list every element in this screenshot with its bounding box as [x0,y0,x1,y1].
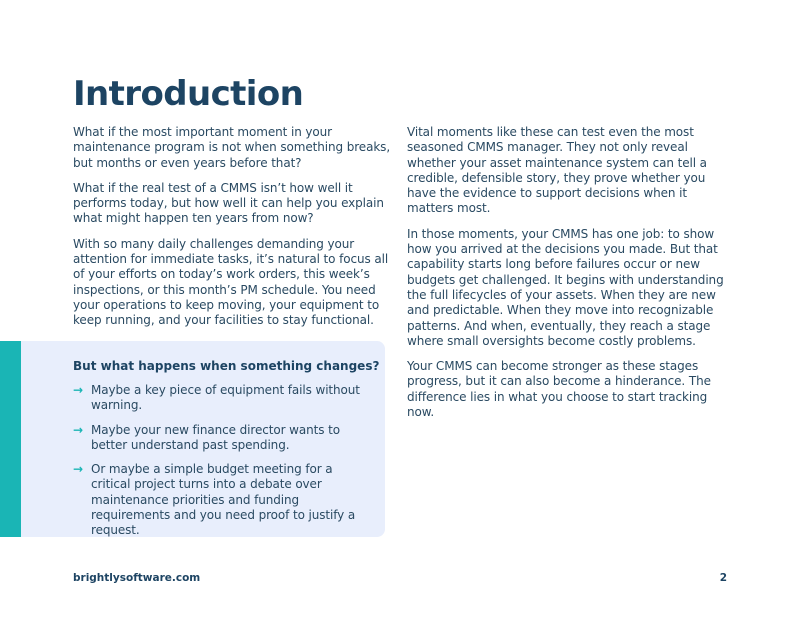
left-column [73,125,395,339]
list-item-text: Maybe a key piece of equipment fails without warning. [91,383,360,413]
list-item [73,383,373,414]
list-item-text: Or maybe a simple budget meeting for a critical project turns into a debate over maintenance priorities and funding requirements and you need proof to justify a request. [91,462,356,538]
list-item [73,462,373,538]
right-column [407,125,727,430]
arrow-right-icon: → [73,383,83,397]
page-title: Introduction [73,74,304,114]
callout-heading: But what happens when something changes? [73,359,380,373]
body-paragraph-2: In those moments, your CMMS has one job: to show how you arrived at the decisions you made. But that capability starts long before failures occur or new budgets get challenged. It begins with understanding the full lifecycles of your assets. When they are new and predictable. When they move into recognizable patterns. And when, eventually, they reach a stage where small oversights become costly problems. [407,226,724,348]
body-paragraph-3: Your CMMS can become stronger as these stages progress, but it can also become a hinderance. The difference lies in what you choose to start tracking now. [407,359,711,420]
callout-box [21,341,385,537]
intro-paragraph-3: With so many daily challenges demanding your attention for immediate tasks, it’s natural to focus all of your efforts on today’s work orders, this week’s inspections, or this month’s PM schedule. You need your operations to keep moving, your equipment to keep running, and your facilities to stay functional. [73,236,389,328]
list-item-text: Maybe your new finance director wants to better understand past spending. [91,422,340,452]
page-number: 2 [719,572,727,584]
callout-accent-bar [0,341,21,537]
arrow-right-icon: → [73,462,83,477]
callout-list [73,383,373,548]
list-item [73,423,373,454]
body-paragraph-1: Vital moments like these can test even the most seasoned CMMS manager. They not only reveal whether your asset maintenance system can tell a credible, defensible story, they prove whether you have the evidence to support decisions when it matters most. [407,125,707,216]
intro-paragraph-2: What if the real test of a CMMS isn’t how well it performs today, but how well it can help you explain what might happen ten years from now? [73,180,384,226]
arrow-right-icon: → [73,422,83,437]
intro-paragraph-1: What if the most important moment in your maintenance program is not when something breaks, but months or even years before that? [73,125,391,170]
footer-website-link[interactable]: brightlysoftware.com [73,572,201,584]
